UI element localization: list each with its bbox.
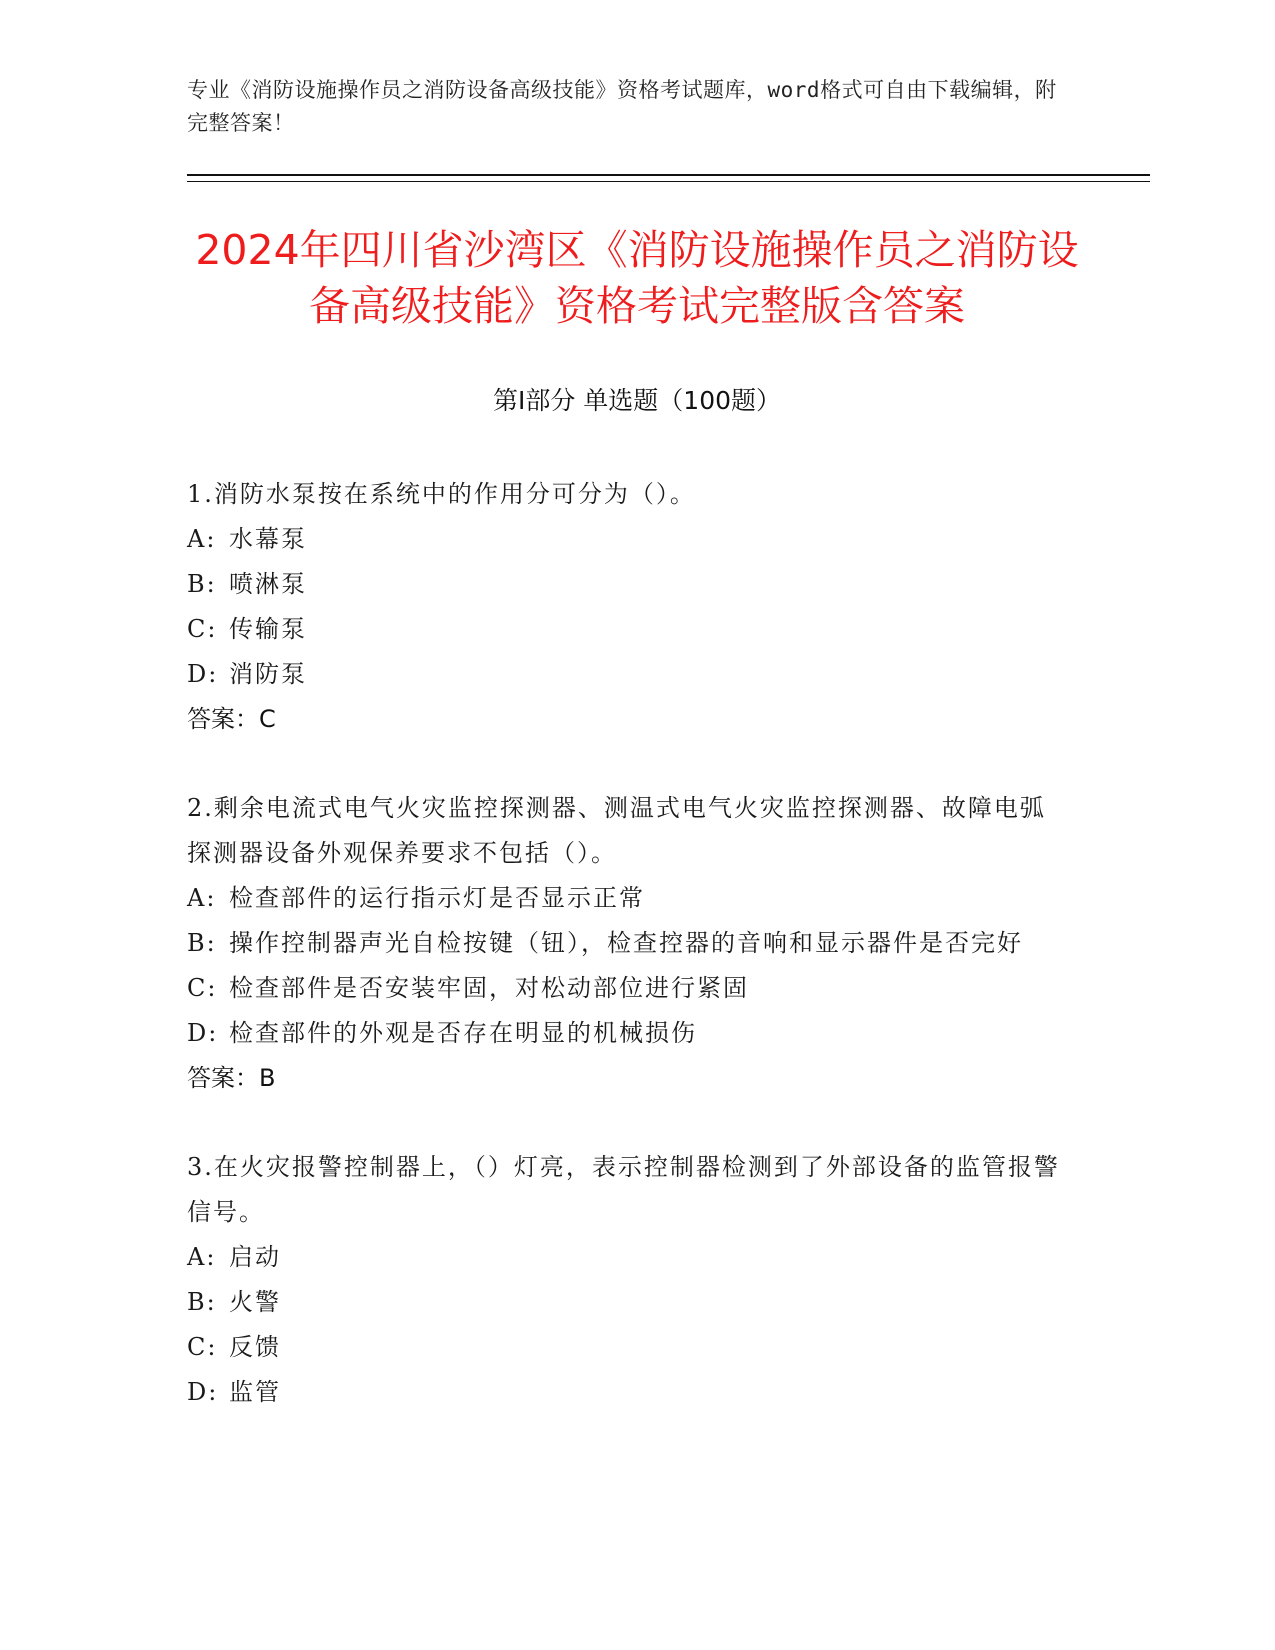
answer-line: 答案：B <box>187 1064 276 1092</box>
option-a <box>187 517 1067 562</box>
question-list <box>187 472 1067 1459</box>
question-stem: 3.在火灾报警控制器上，（）灯亮，表示控制器检测到了外部设备的监管报警信号。 <box>187 1153 1060 1226</box>
option-text: 火警 <box>229 1288 281 1316</box>
option-text: 传输泵 <box>229 615 307 643</box>
option-b <box>187 1280 1067 1325</box>
option-b <box>187 562 1067 607</box>
option-a <box>187 1235 1067 1280</box>
option-key: D: <box>187 1378 219 1406</box>
question-stem: 2.剩余电流式电气火灾监控探测器、测温式电气火灾监控探测器、故障电弧探测器设备外观保养要求不包括（）。 <box>187 794 1046 867</box>
option-b <box>187 921 1067 966</box>
question-stem: 1.消防水泵按在系统中的作用分可分为（）。 <box>187 480 696 508</box>
option-text: 操作控制器声光自检按键（钮），检查控器的音响和显示器件是否完好 <box>229 929 1023 957</box>
option-a <box>187 876 1067 921</box>
option-text: 水幕泵 <box>229 525 307 553</box>
option-key: B: <box>187 1288 217 1316</box>
option-key: C: <box>187 974 218 1002</box>
option-key: D: <box>187 1019 219 1047</box>
document-title: 2024年四川省沙湾区《消防设施操作员之消防设备高级技能》资格考试完整版含答案 <box>195 226 1079 330</box>
question-item <box>187 472 1067 742</box>
option-key: A: <box>187 1243 217 1271</box>
question-item <box>187 1145 1067 1415</box>
option-c <box>187 1325 1067 1370</box>
option-text: 启动 <box>229 1243 281 1271</box>
option-text: 消防泵 <box>229 660 307 688</box>
option-text: 反馈 <box>229 1333 281 1361</box>
option-d <box>187 1011 1067 1056</box>
option-c <box>187 607 1067 652</box>
answer-line: 答案：C <box>187 705 276 733</box>
option-text: 检查部件的运行指示灯是否显示正常 <box>229 884 645 912</box>
option-key: B: <box>187 570 217 598</box>
option-text: 检查部件的外观是否存在明显的机械损伤 <box>229 1019 697 1047</box>
section-heading: 第I部分 单选题（100题） <box>492 386 782 415</box>
option-d <box>187 652 1067 697</box>
option-text: 监管 <box>229 1378 281 1406</box>
option-key: A: <box>187 884 217 912</box>
option-key: D: <box>187 660 219 688</box>
header-note: 专业《消防设施操作员之消防设备高级技能》资格考试题库，word格式可自由下载编辑，附完整答案！ <box>187 78 1057 135</box>
header-divider-thick <box>187 174 1150 176</box>
option-key: C: <box>187 1333 218 1361</box>
option-c <box>187 966 1067 1011</box>
option-text: 检查部件是否安装牢固，对松动部位进行紧固 <box>229 974 749 1002</box>
option-key: C: <box>187 615 218 643</box>
option-key: A: <box>187 525 217 553</box>
option-d <box>187 1370 1067 1415</box>
question-item <box>187 786 1067 1101</box>
option-key: B: <box>187 929 217 957</box>
header-divider-thin <box>187 181 1150 182</box>
option-text: 喷淋泵 <box>229 570 307 598</box>
